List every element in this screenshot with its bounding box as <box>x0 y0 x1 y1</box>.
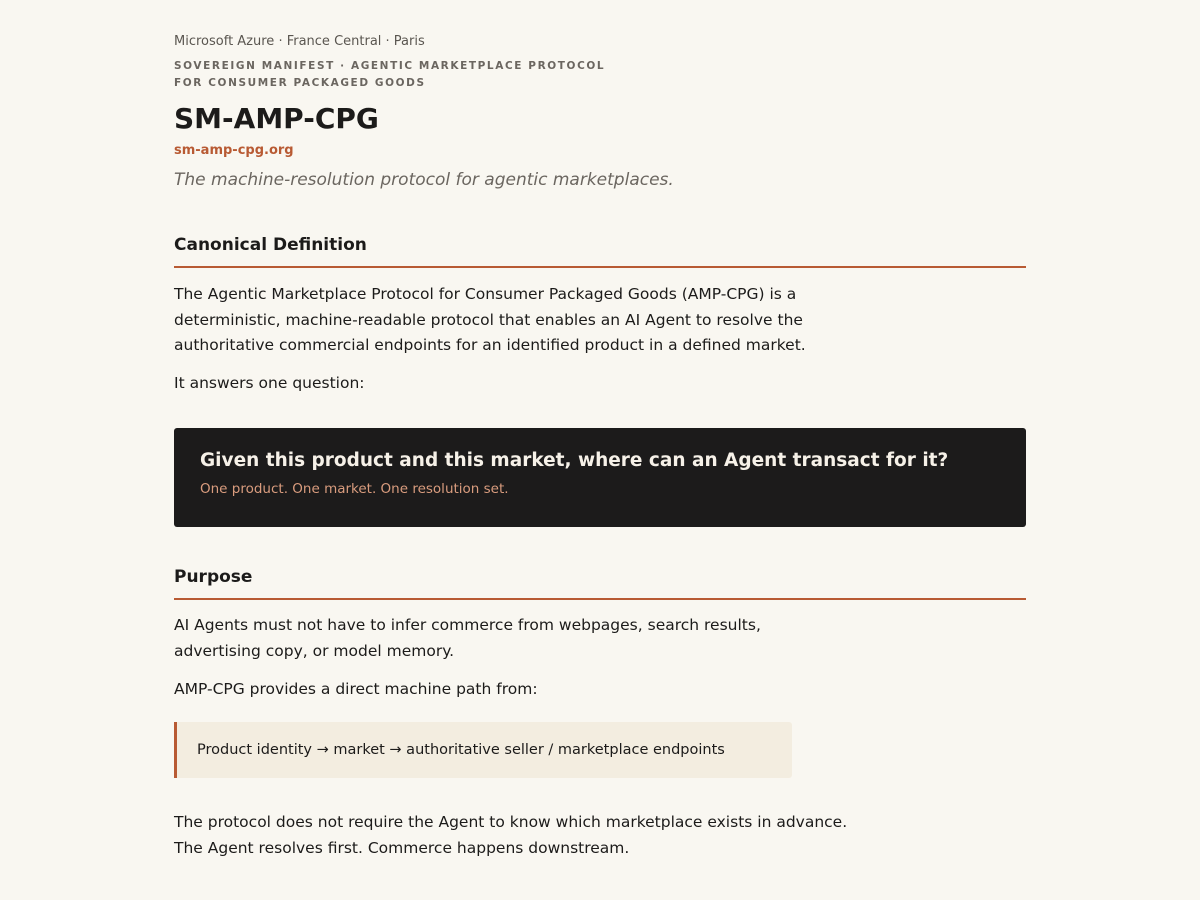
domain-link[interactable]: sm-amp-cpg.org <box>174 143 294 158</box>
question-text: Given this product and this market, where can an Agent transact for it? <box>200 450 949 471</box>
section-heading-canonical-definition: Canonical Definition <box>174 235 1026 268</box>
location-line: Microsoft Azure · France Central · Paris <box>174 34 425 49</box>
resolution-path-callout <box>174 722 792 778</box>
purpose-lead-in: AMP-CPG provides a direct machine path from: <box>174 680 538 698</box>
purpose-paragraph: AI Agents must not have to infer commerce from webpages, search results, advertising copy, or model memory. <box>174 616 761 660</box>
closing-line-1: The protocol does not require the Agent to know which marketplace exists in advance. <box>174 813 848 831</box>
tagline: The machine-resolution protocol for agentic marketplaces. <box>174 170 674 190</box>
section-heading-purpose: Purpose <box>174 567 1026 600</box>
closing-line-2: The Agent resolves first. Commerce happens downstream. <box>174 838 630 857</box>
page-title: SM-AMP-CPG <box>174 102 379 135</box>
question-callout <box>174 428 1026 527</box>
question-subtext: One product. One market. One resolution set. <box>200 481 509 497</box>
definition-lead-in: It answers one question: <box>174 374 365 392</box>
resolution-path-text: Product identity → market → authoritative seller / marketplace endpoints <box>197 742 725 758</box>
purpose-closing <box>174 810 874 861</box>
definition-paragraph: The Agentic Marketplace Protocol for Consumer Packaged Goods (AMP-CPG) is a deterministic, machine-readable protocol that enables an AI Agent to resolve the authoritative commercial endpoints for an identified product in a defined market. <box>174 285 806 354</box>
eyebrow-label: SOVEREIGN MANIFEST · AGENTIC MARKETPLACE PROTOCOL FOR CONSUMER PACKAGED GOODS <box>174 60 606 89</box>
